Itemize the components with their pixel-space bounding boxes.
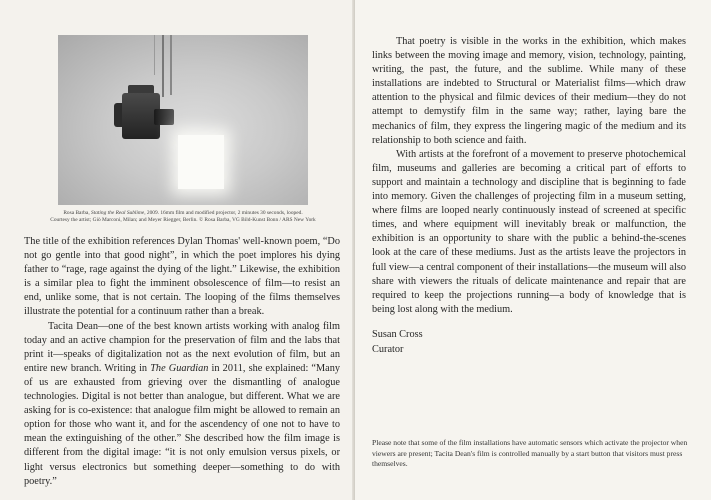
note-text: Please note that some of the film installations have automatic sensors which activate the projector when viewers are present; Tacita Dean's film is controlled manually by a start button that visitors must press themselves. <box>372 438 688 468</box>
left-body-text <box>24 235 340 489</box>
caption-work-title: Stating the Real Sublime <box>91 210 145 216</box>
signature-block <box>372 327 572 357</box>
signature-name: Susan Cross <box>372 329 423 340</box>
paragraph: That poetry is visible in the works in the exhibition, which makes links between the moving image and memory, vision, technology, painting, writing, the past, the future, and the sublime. While many of these installations are indebted to Structural or Materialist films—which draw attention to the physical and filmic devices of their medium—they do not attempt to demystify film in the same way; rather, laying bare the mechanics of film, they express the lingering magic of the medium and its relationship to both science and faith. <box>372 36 686 146</box>
paragraph: The title of the exhibition references Dylan Thomas' well-known poem, “Do not go gentle into that good night”, in which the poet implores his dying father to “rage, rage against the dying of the light.” Likewise, the exhibition is a similar plea to fight the imminent obsolescence of film—to resist an end, unlike some, that is not certain. The looping of the films themselves illustrate the potential for a continuum rather than a break. <box>24 236 340 318</box>
visitor-note <box>372 438 690 470</box>
paragraph-text: in 2011, she explained: “Many of us are exhausted from grieving over the dismantling of analogue technologies. Digital is not better than analogue, but different. What we are asking for is co-existence: that analogue film might be allowed to remain an option for those who want it, and for the ascendency of one not to have to mean the extinguishing of the other.” She described how the film image is different from the digital image: “it is not only emulsion versus pixels, or light versus electronics but something deeper—something to do with poetry.” <box>24 362 341 487</box>
projected-light <box>178 135 224 189</box>
installation-photo <box>58 35 308 205</box>
projector-cable <box>154 35 155 75</box>
photo-caption <box>38 210 328 224</box>
projector-lens <box>154 109 174 125</box>
caption-artist: Rosa Barba, <box>63 210 92 216</box>
caption-courtesy: Courtesy the artist; Giò Marconi, Milan; and Meyer Riegger, Berlin. © Rosa Barba, VG Bild-Kunst Bonn / ARS New York <box>50 217 316 223</box>
signature-title: Curator <box>372 344 404 355</box>
paragraph-text: Tacita Dean—one of the best known artists working with analog film today and an active champion for the preservation of film and the labs that print it—speaks of digitalization not as the next evolution of film, but an entire new branch. Writing in <box>24 320 340 374</box>
projector-rod <box>162 35 164 97</box>
projector-rod <box>170 35 172 95</box>
left-page <box>0 0 355 500</box>
paragraph <box>24 320 340 489</box>
paragraph: With artists at the forefront of a movement to preserve photochemical film, museums and galleries are becoming a critical part of efforts to support and maintain a technology and discipline that is beginning to fade into memory. Given the challenges of projecting film in a museum setting, where films are looped nearly continuously instead of screened at specific times, and where equipment will inevitably break or malfunction, the exhibition is an opportunity to share with the public a behind-the-scenes look at the care of these mediums. Just as the artists leave the projectors in full view—a central component of their installations—the museum will also share with viewers the rituals of delicate maintenance and repair that are required to keep the projections running—a body of knowledge that is being lost along with the medium. <box>372 148 686 315</box>
publication-title: The Guardian <box>150 362 209 374</box>
caption-details: , 2009. 16mm film and modified projector, 2 minutes 30 seconds, looped. <box>144 210 303 216</box>
right-body-text <box>372 35 686 317</box>
